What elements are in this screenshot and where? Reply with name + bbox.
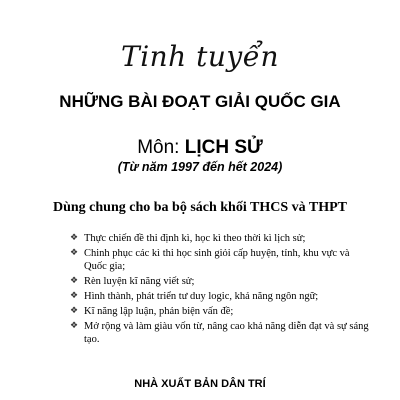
diamond-bullet-icon: ❖ bbox=[70, 248, 79, 258]
subject-value: LỊCH SỬ bbox=[184, 137, 263, 158]
diamond-bullet-icon: ❖ bbox=[70, 233, 79, 243]
list-item-text: Mở rộng và làm giàu vốn từ, nâng cao khả năng diễn đạt và sự sáng tạo. bbox=[84, 321, 369, 345]
list-item-text: Kĩ năng lập luận, phản biện vấn đề; bbox=[84, 306, 234, 317]
diamond-bullet-icon: ❖ bbox=[70, 291, 79, 301]
diamond-bullet-icon: ❖ bbox=[70, 306, 79, 316]
list-item bbox=[70, 290, 370, 303]
list-item bbox=[70, 305, 370, 318]
books-line: Dùng chung cho ba bộ sách khối THCS và THPT bbox=[53, 200, 347, 215]
feature-list bbox=[70, 232, 370, 348]
list-item bbox=[70, 275, 370, 288]
list-item-text: Hình thành, phát triển tư duy logic, khả năng ngôn ngữ; bbox=[84, 291, 319, 302]
list-item-text: Rèn luyện kĩ năng viết sử; bbox=[84, 276, 195, 287]
list-item bbox=[70, 247, 370, 273]
list-item-text: Chinh phục các kì thi học sinh giỏi cấp huyện, tỉnh, khu vực và Quốc gia; bbox=[84, 248, 350, 272]
subject-label: Môn: bbox=[137, 137, 185, 158]
subject-line bbox=[0, 137, 400, 159]
diamond-bullet-icon: ❖ bbox=[70, 321, 79, 331]
list-item bbox=[70, 232, 370, 245]
main-title: NHỮNG BÀI ĐOẠT GIẢI QUỐC GIA bbox=[59, 92, 341, 111]
years-range: (Từ năm 1997 đến hết 2024) bbox=[117, 160, 283, 174]
script-title: Tinh tuyển bbox=[121, 40, 279, 73]
list-item-text: Thực chiến đề thi định kì, học kì theo thời kì lịch sử; bbox=[84, 233, 306, 244]
publisher-name: NHÀ XUẤT BẢN DÂN TRÍ bbox=[134, 378, 266, 390]
list-item bbox=[70, 320, 370, 346]
diamond-bullet-icon: ❖ bbox=[70, 276, 79, 286]
